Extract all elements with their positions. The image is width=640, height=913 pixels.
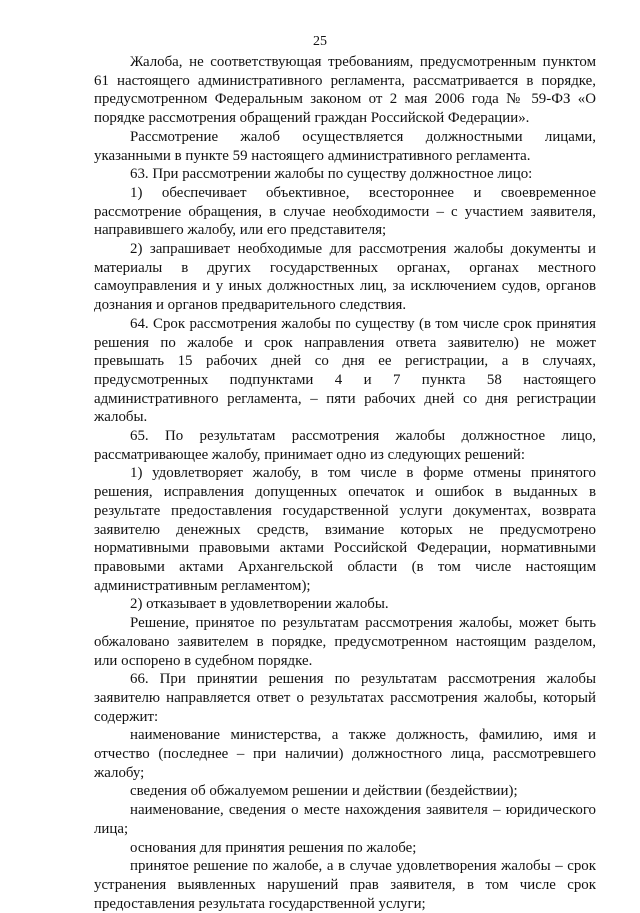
paragraph-item-63-1: 1) обеспечивает объективное, всестороннее и своевременное рассмотрение обращения, в случае необходимости – с участием заявителя, направившего жалобу, или его представителя; — [94, 184, 596, 239]
paragraph-item-63: 63. При рассмотрении жалобы по существу должностное лицо: — [130, 166, 533, 183]
paragraph-complaint-noncompliant: Жалоба, не соответствующая требованиям, предусмотренным пунктом 61 настоящего административного регламента, рассматривается в порядке, предусмотренном Федеральным законом от 2 мая 2006 года № 59-ФЗ «О порядке рассмотрения обращений граждан Российской Федерации». — [94, 54, 596, 127]
paragraph-complaint-reviewers: Рассмотрение жалоб осуществляется должностными лицами, указанными в пункте 59 настоящего административного регламента. — [94, 128, 596, 164]
paragraph-item-65-1: 1) удовлетворяет жалобу, в том числе в форме отмены принятого решения, исправления допущенных опечаток и ошибок в выданных в результате предоставления государственной услуги документах, возврата заявителю денежных средств, взимание которых не предусмотрено нормативными правовыми актами Российской Федерации, нормативными правовыми актами Архангельской области (в том числе настоящим административным регламентом); — [94, 465, 596, 594]
paragraph-item-64: 64. Срок рассмотрения жалобы по существу (в том числе срок принятия решения по жалобе и срок направления ответа заявителю) не может превышать 15 рабочих дней со дня ее регистрации, а в случаях, предусмотренных подпунктами 4 и 7 пункта 58 настоящего административного регламента, – пяти рабочих дней со дня регистрации жалобы. — [94, 315, 596, 426]
paragraph-applicant-info: наименование, сведения о месте нахождения заявителя – юридического лица; — [94, 802, 596, 837]
paragraph-decision-grounds: основания для принятия решения по жалобе; — [130, 839, 417, 856]
paragraph-item-66: 66. При принятии решения по результатам рассмотрения жалобы заявителю направляется ответ о результатах рассмотрения жалобы, который содержит: — [94, 671, 596, 725]
paragraph-item-65: 65. По результатам рассмотрения жалобы должностное лицо, рассматривающее жалобу, принимает одно из следующих решений: — [94, 428, 596, 463]
paragraph-decision-appeal: Решение, принятое по результатам рассмотрения жалобы, может быть обжаловано заявителем в порядке, предусмотренном настоящим разделом, или оспорено в судебном порядке. — [94, 615, 596, 669]
paragraph-decision-taken: принятое решение по жалобе, а в случае удовлетворения жалобы – срок устранения выявленных нарушений прав заявителя, в том числе срок предоставления результата государственной услуги; — [94, 858, 596, 912]
paragraph-item-63-2: 2) запрашивает необходимые для рассмотрения жалобы документы и материалы в других государственных органах, органах местного самоуправления и у иных должностных лиц, за исключением судов, органов дознания и органов предварительного следствия. — [94, 241, 596, 314]
paragraph-item-65-2: 2) отказывает в удовлетворении жалобы. — [130, 596, 389, 613]
paragraph-appealed-decision: сведения об обжалуемом решении и действии (бездействии); — [130, 783, 518, 800]
page-number: 25 — [313, 34, 327, 49]
document-body — [94, 53, 596, 913]
paragraph-ministry-name: наименование министерства, а также должность, фамилию, имя и отчество (последнее – при наличии) должностного лица, рассмотревшего жалобу; — [94, 727, 596, 781]
